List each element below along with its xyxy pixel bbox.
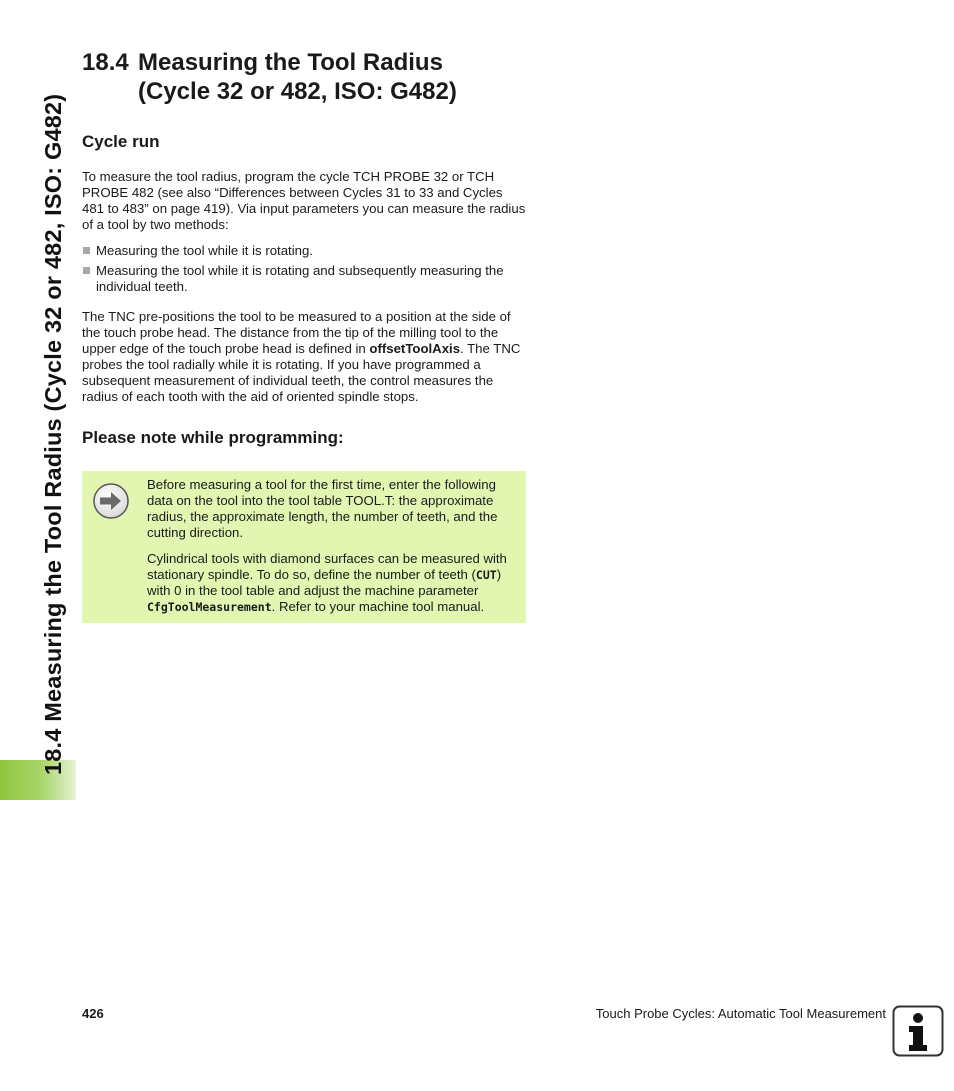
code-cut: CUT xyxy=(475,568,497,582)
note-box xyxy=(82,471,526,623)
list-item: Measuring the tool while it is rotating and subsequently measuring the individual teeth. xyxy=(82,263,528,295)
note-paragraph-1: Before measuring a tool for the first time, enter the following data on the tool into the tool table TOOL.T: the approximate radius, the approximate length, the number of teeth, and the cutting direction. xyxy=(147,477,498,540)
section-number: 18.4 xyxy=(82,49,129,76)
cycle-run-intro: To measure the tool radius, program the cycle TCH PROBE 32 or TCH PROBE 482 (see also “Differences between Cycles 31 to 33 and Cycles 481 to 483” on page 419). Via input parameters you can measure the radius of a tool by two methods: xyxy=(82,169,526,232)
section-title-line1: Measuring the Tool Radius xyxy=(138,49,443,76)
cycle-run-body: The TNC pre-positions the tool to be measured to a position at the side of the touch probe head. The distance from the tip of the milling tool to the upper edge of the touch probe head is defined in offsetToolAxis. The TNC probes the tool radially while it is rotating. If you have programmed a subsequent measurement of individual teeth, the control measures the radius of each tooth with the aid of oriented spindle stops. xyxy=(82,309,521,404)
side-tab xyxy=(0,0,76,800)
square-bullet-icon xyxy=(83,247,90,254)
section-title-line2: (Cycle 32 or 482, ISO: G482) xyxy=(138,78,457,105)
note-heading: Please note while programming: xyxy=(82,428,344,447)
list-item: Measuring the tool while it is rotating. xyxy=(82,243,528,259)
info-icon xyxy=(892,1005,944,1057)
code-cfg-tool-measurement: CfgToolMeasurement xyxy=(147,600,272,614)
chapter-title: Touch Probe Cycles: Automatic Tool Measurement xyxy=(595,1006,886,1021)
page-number: 426 xyxy=(82,1006,104,1021)
side-tab-title: 18.4 Measuring the Tool Radius (Cycle 32 or 482, ISO: G482) xyxy=(40,93,66,775)
cycle-run-heading: Cycle run xyxy=(82,132,160,151)
param-offset-tool-axis: offsetToolAxis xyxy=(369,341,461,356)
section-heading xyxy=(82,48,528,106)
arrow-right-circle-icon xyxy=(92,482,130,520)
note-paragraph-2: Cylindrical tools with diamond surfaces can be measured with stationary spindle. To do so, define the number of teeth (CUT) with 0 in the tool table and adjust the machine parameter CfgToolMeasurement. Refer to your machine tool manual. xyxy=(147,551,507,614)
method-list xyxy=(82,243,528,295)
square-bullet-icon xyxy=(83,267,90,274)
main-content xyxy=(82,48,528,623)
